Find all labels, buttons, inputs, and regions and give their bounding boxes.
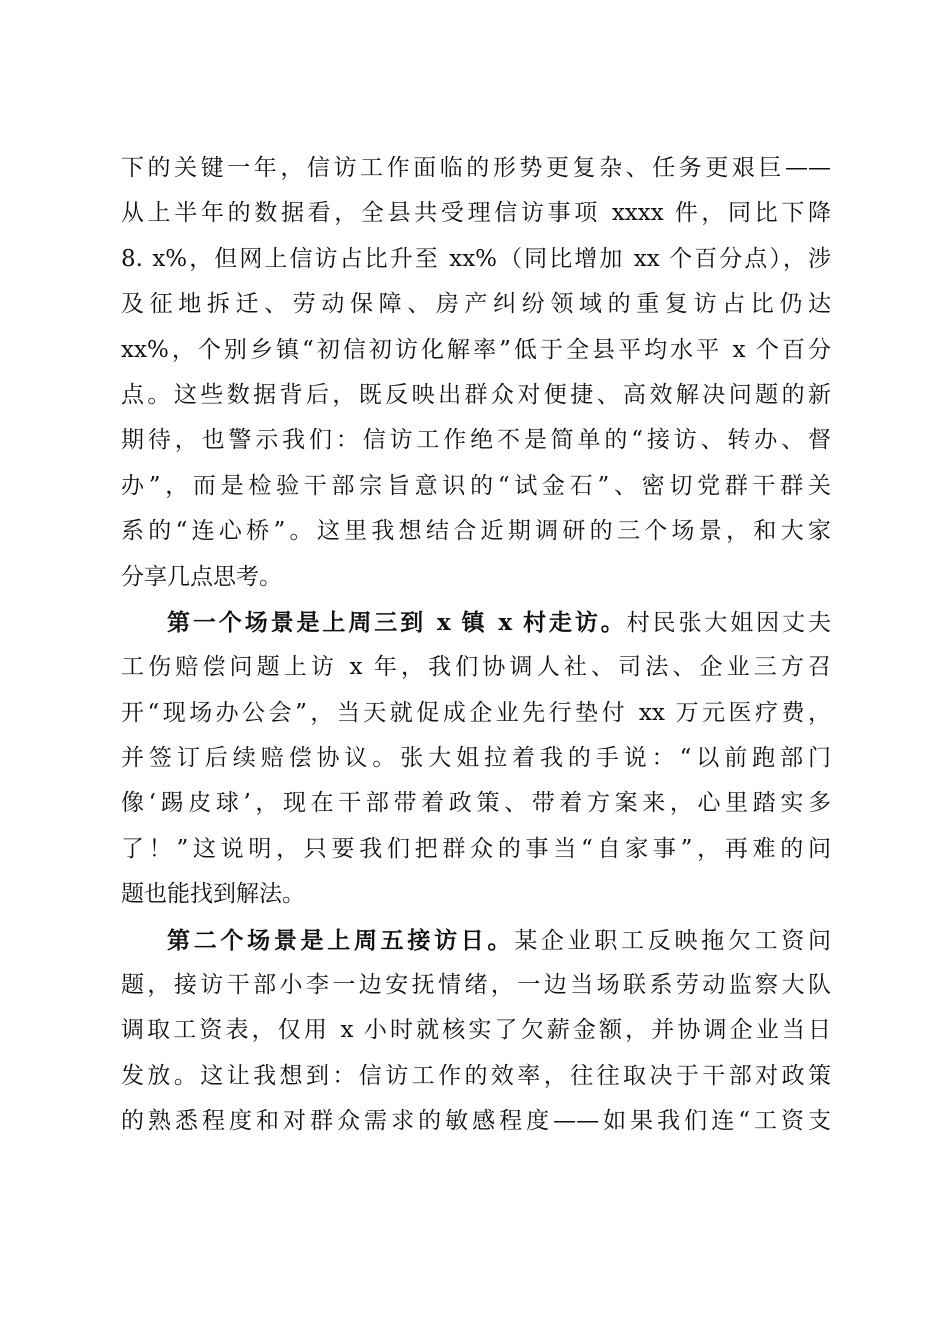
text-line: 期待，也警示我们：信访工作绝不是简单的“接访、转办、督	[121, 427, 831, 454]
paragraph-3	[121, 918, 831, 1145]
text-line: xx%，个别乡镇“初信初访化解率”低于全县平均水平 x 个百分	[121, 336, 831, 363]
text-line: 的熟悉程度和对群众需求的敏感程度——如果我们连“工资支	[121, 1108, 831, 1135]
text-line: 从上半年的数据看，全县共受理信访事项 xxxx 件，同比下降	[121, 200, 831, 227]
paragraph-1	[121, 146, 831, 600]
text-line: 办”，而是检验干部宗旨意识的“试金石”、密切党群干群关	[121, 472, 831, 499]
line-text: 某企业职工反映拖欠工资问	[514, 927, 832, 954]
text-line: 了！”这说明，只要我们把群众的事当“自家事”，再难的问	[121, 835, 831, 862]
text-line: 像‘踢皮球’，现在干部带着政策、带着方案来，心里踏实多	[121, 790, 831, 817]
text-line: 发放。这让我想到：信访工作的效率，往往取决于干部对政策	[121, 1062, 831, 1089]
text-line: 并签订后续赔偿协议。张大姐拉着我的手说：“以前跑部门	[121, 745, 831, 772]
document-body	[121, 146, 831, 1145]
text-line: 调取工资表，仅用 x 小时就核实了欠薪金额，并协调企业当日	[121, 1017, 831, 1044]
text-line: 题，接访干部小李一边安抚情绪，一边当场联系劳动监察大队	[121, 972, 831, 999]
text-line: 题也能找到解法。	[121, 881, 305, 908]
text-line	[121, 600, 831, 645]
text-line: 开“现场办公会”，当天就促成企业先行垫付 xx 万元医疗费，	[121, 699, 831, 726]
text-line: 及征地拆迁、劳动保障、房产纠纷领域的重复访占比仍达	[121, 291, 831, 318]
paragraph-2	[121, 600, 831, 918]
paragraph-lead: 第一个场景是上周三到 x 镇 x 村走访。	[167, 608, 627, 636]
paragraph-lead: 第二个场景是上周五接访日。	[167, 926, 515, 954]
text-line: 8. x%，但网上信访占比升至 xx%（同比增加 xx 个百分点），涉	[121, 245, 831, 272]
text-line: 点。这些数据背后，既反映出群众对便捷、高效解决问题的新	[121, 381, 831, 408]
text-line: 分享几点思考。	[121, 563, 282, 590]
text-line	[121, 918, 831, 963]
text-line: 系的“连心桥”。这里我想结合近期调研的三个场景，和大家	[121, 518, 831, 545]
text-line: 下的关键一年，信访工作面临的形势更复杂、任务更艰巨——	[121, 155, 831, 181]
line-text: 村民张大姐因丈夫	[626, 609, 831, 636]
text-line: 工伤赔偿问题上访 x 年，我们协调人社、司法、企业三方召	[121, 654, 831, 681]
